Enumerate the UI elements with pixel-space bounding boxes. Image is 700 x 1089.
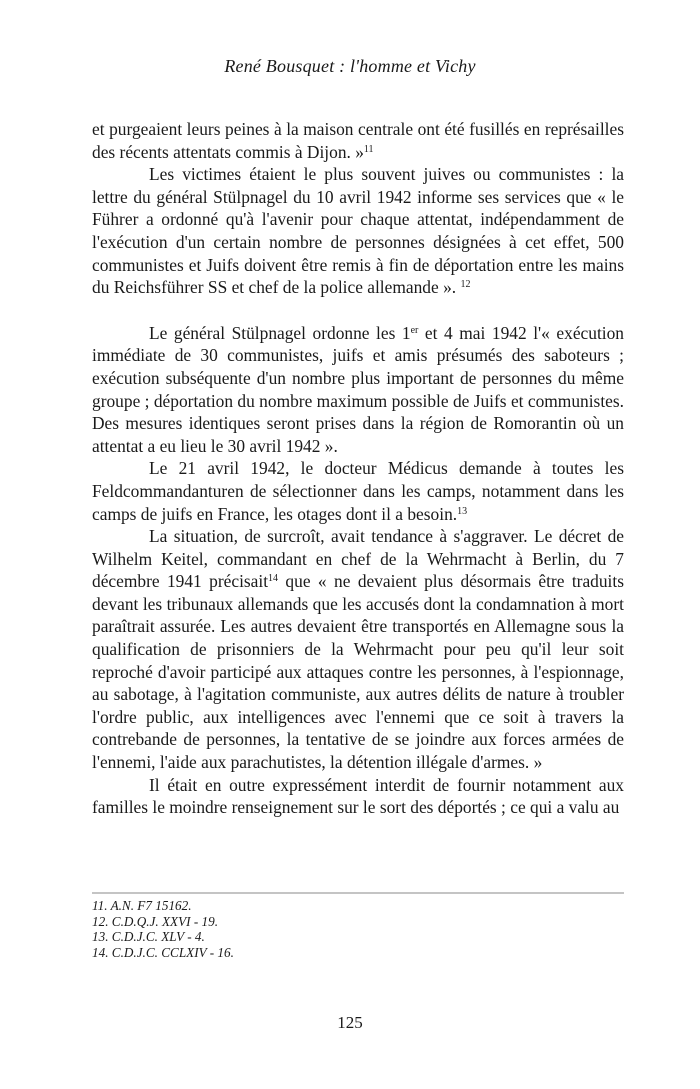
paragraph-3: Le général Stülpnagel ordonne les 1er et 4 mai 1942 l'« exécution immédiate de 30 communistes, juifs et amis présumés des saboteurs ; exécution subséquente d'un nombre plus important de personnes du même groupe ; déportation du nombre maximum possible de Juifs et communistes. Des mesures identiques seront prises dans la région de Romorantin où un attentat a eu lieu le 30 avril 1942 ». (92, 322, 625, 456)
footnote-13: 13. C.D.J.C. XLV - 4. (92, 929, 205, 945)
footnote-separator (92, 892, 624, 894)
running-head: René Bousquet : l'homme et Vichy (224, 56, 476, 76)
footnote-ref-11[interactable]: 11 (363, 143, 374, 155)
footnote-ref-12[interactable]: 12 (460, 279, 471, 291)
paragraph-6: Il était en outre expressément interdit de fournir notamment aux familles le moindre renseignement sur le sort des déportés ; ce qui a valu au (92, 774, 624, 818)
footnote-12: 12. C.D.Q.J. XXVI - 19. (92, 913, 218, 929)
footnote-11: 11. A.N. F7 15162. (92, 898, 192, 913)
footnote-14: 14. C.D.J.C. CCLXIV - 16. (92, 944, 234, 960)
footnote-ref-13[interactable]: 13 (457, 505, 468, 517)
footnotes (92, 898, 624, 960)
paragraph-1: et purgeaient leurs peines à la maison centrale ont été fusillés en représailles des récents attentats commis à Dijon. »$^{11}$ (92, 119, 624, 162)
page-number: 125 (337, 1013, 363, 1032)
paragraph-2: Les victimes étaient le plus souvent juives ou communistes : la lettre du général Stülpnagel du 10 avril 1942 informe ses services que « le Führer a ordonné qu'à l'avenir pour chaque attentat, indépendamment de l'exécution d'un certain nombre de personnes désignées à cet effet, 500 communistes et Juifs doivent être remis à fin de déportation entre les mains du Reichsführer SS et chef de la police allemande ». $^{12}$ (92, 164, 624, 298)
body-text (92, 118, 624, 819)
paragraph-4: Le 21 avril 1942, le docteur Médicus demande à toutes les Feldcommandanturen de sélectionner dans les camps, notamment dans les camps de juifs en France, les otages dont il a besoin.$^{13}$ (92, 458, 624, 524)
footnote-ref-14[interactable]: 14 (268, 573, 279, 585)
ordinal-suffix: er (410, 324, 419, 336)
paragraph-5: La situation, de surcroît, avait tendance à s'aggraver. Le décret de Wilhelm Keitel, commandant en chef de la Wehrmacht à Berlin, du 7 décembre 1941 précisait$^{14}$ que « ne devaient plus désormais être traduits devant les tribunaux allemands que les accusés dont la condamnation à mort paraîtrait assurée. Les autres devaient être transportés en Allemagne sous la qualification de prisonniers de la Wehrmacht pour peu qu'il leur soit reproché d'avoir participé aux attaques contre les personnes, à l'espionnage, au sabotage, à l'agitation communiste, aux autres délits de nature à troubler l'ordre public, aux intelligences avec l'ennemi que ce soit à travers la contrebande de personnes, la tentative de se joindre aux forces armées de l'ennemi, l'aide aux parachutistes, la détention illégale d'armes. » (92, 526, 624, 773)
